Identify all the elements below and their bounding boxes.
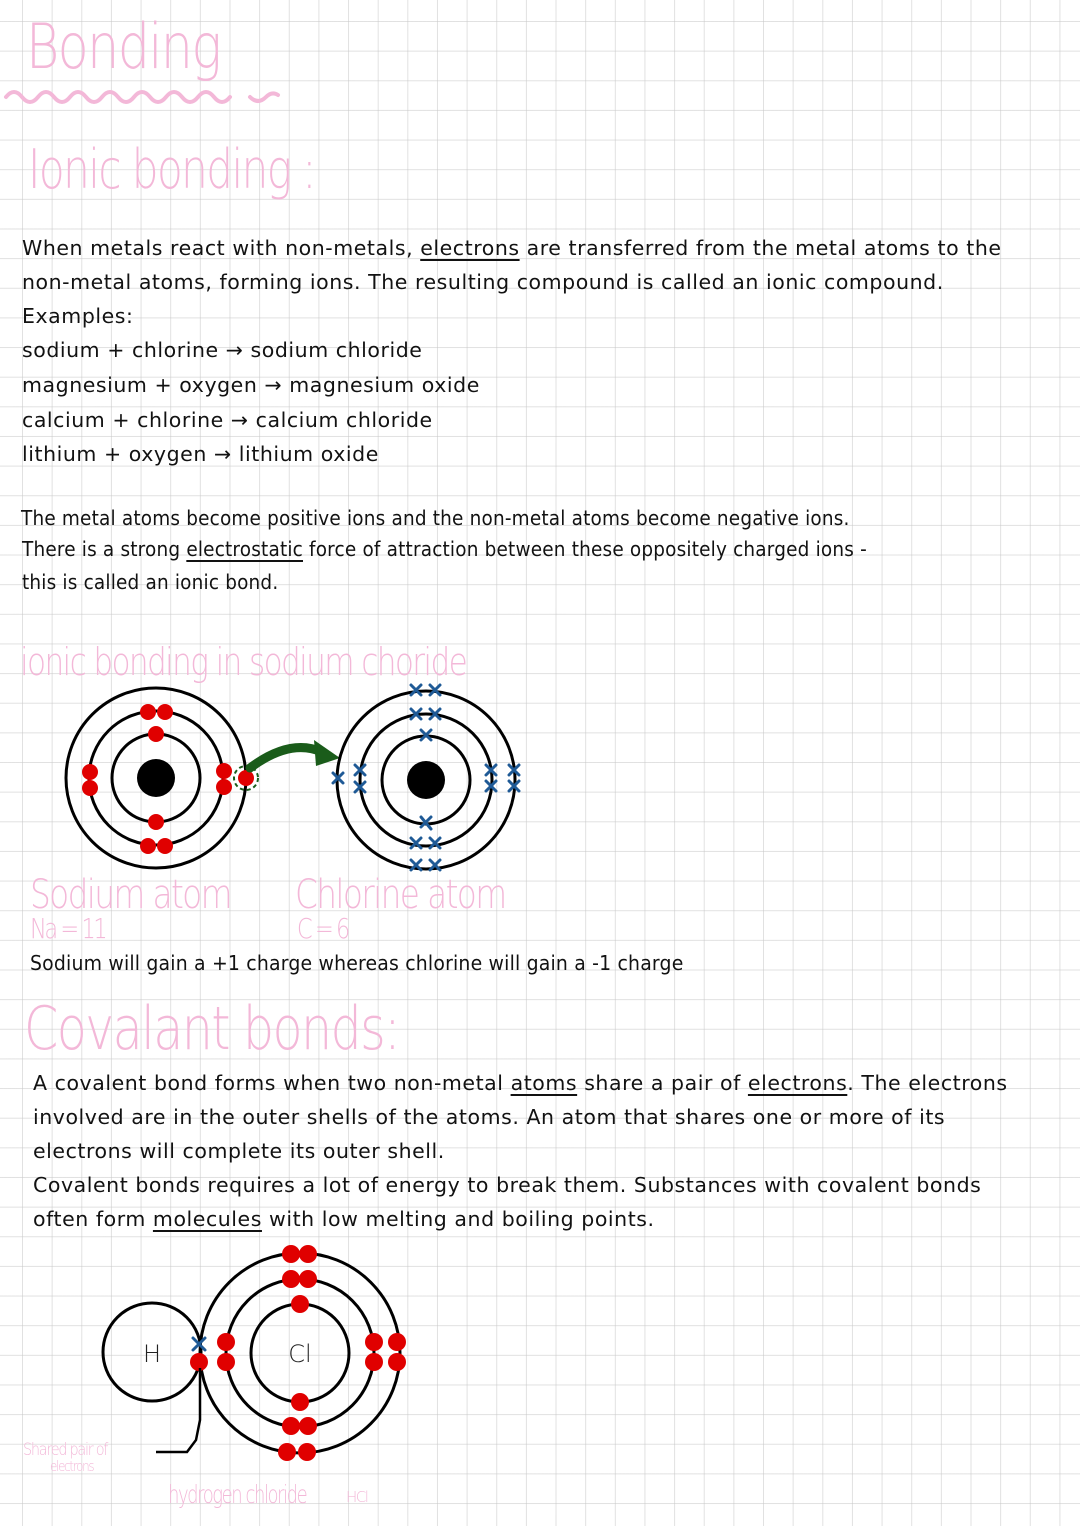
shared-pair-label: Shared pair of [23, 1440, 108, 1460]
examples-label: Examples: [22, 304, 134, 328]
chlorine-atom-label: Chlorine atom [295, 872, 506, 918]
text: force of attraction between these oppositely charged ions - [302, 537, 867, 561]
ionic-bonding-heading: Ionic bonding : [28, 138, 315, 201]
covalent-para-line-2: involved are in the outer shells of the atoms. An atom that shares one or more of its [33, 1105, 946, 1129]
text: A covalent bond forms when two non-metal [33, 1071, 511, 1095]
text: share a pair of [577, 1071, 748, 1095]
text: often form [33, 1207, 153, 1231]
keyword-electrons: electrons [420, 236, 520, 260]
keyword-electrostatic: electrostatic [186, 537, 303, 561]
ionic-diagram-heading: ionic bonding in sodium choride [20, 640, 467, 684]
chlorine-sub-label: C = 6 [297, 912, 348, 945]
hcl-formula: HCl [346, 1488, 368, 1506]
text: with low melting and boiling points. [261, 1207, 655, 1231]
covalent-para-line-4: Covalent bonds requires a lot of energy to break them. Substances with covalent bonds [33, 1173, 982, 1197]
ionic-para-line-2: non-metal atoms, forming ions. The resulting compound is called an ionic compound. [22, 270, 944, 294]
text: . The electrons [847, 1071, 1008, 1095]
charge-note: Sodium will gain a +1 charge whereas chlorine will gain a -1 charge [30, 951, 684, 975]
keyword-atoms: atoms [510, 1071, 578, 1095]
keyword-electrons: electrons [747, 1071, 848, 1095]
covalent-bonds-heading: Covalant bonds: [24, 994, 400, 1064]
sodium-atom-label: Sodium atom [30, 872, 231, 918]
text: are transferred from the metal atoms to the [519, 236, 1002, 260]
example-item: calcium + chlorine → calcium chloride [22, 408, 433, 432]
ionic-para2-line-3: this is called an ionic bond. [22, 570, 279, 594]
shared-pair-label-2: electrons [50, 1459, 94, 1475]
text: There is a strong [22, 537, 187, 561]
example-item: lithium + oxygen → lithium oxide [22, 442, 379, 466]
example-item: sodium + chlorine → sodium chloride [22, 338, 423, 362]
page-title: Bonding [26, 10, 221, 83]
ionic-para2-line-1: The metal atoms become positive ions and the non-metal atoms become negative ions. [21, 506, 850, 530]
hcl-caption: hydrogen chloride [168, 1480, 307, 1509]
chlorine-symbol: Cl [288, 1340, 312, 1368]
hydrogen-symbol: H [142, 1340, 162, 1368]
covalent-para-line-3: electrons will complete its outer shell. [33, 1139, 445, 1163]
keyword-molecules: molecules [152, 1207, 262, 1231]
example-item: magnesium + oxygen → magnesium oxide [22, 373, 480, 397]
sodium-atomic-number: Na = 11 [30, 912, 106, 945]
text: When metals react with non-metals, [22, 236, 421, 260]
